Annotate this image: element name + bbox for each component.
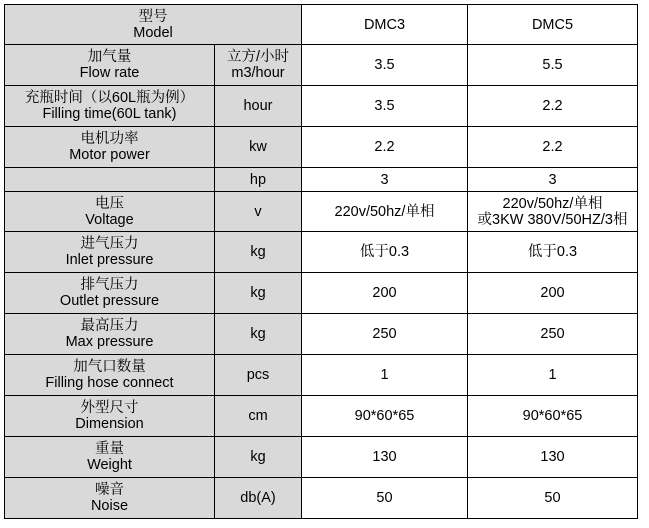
dmc5-value-cell [468,127,638,168]
parameter-label-cn: 电机功率 [80,131,139,147]
model-header-cell [5,5,302,45]
parameter-label-cell [5,45,215,86]
parameter-label-cell [5,355,215,396]
parameter-label-en: Dimension [75,416,144,432]
parameter-label-en: Max pressure [65,334,154,350]
value-text: 5.5 [542,57,563,73]
parameter-label-en: Motor power [69,147,150,163]
unit-text: kg [250,449,266,465]
dmc3-value-cell [302,192,468,232]
parameter-label-cell [5,273,215,314]
unit-text: 立方/小时 [226,49,290,65]
value-text: 220v/50hz/单相 [334,203,435,220]
unit-text: v [254,203,262,220]
value-text: 2.2 [542,98,563,114]
dmc5-value-cell [468,45,638,86]
parameter-label-cn: 进气压力 [80,236,139,252]
parameter-label-en: Flow rate [79,65,140,81]
parameter-label-en: Inlet pressure [65,252,154,268]
value-text: 200 [540,285,565,301]
value-text: 250 [540,326,565,342]
dmc5-value-cell [468,168,638,192]
parameter-label-cn: 外型尺寸 [80,400,139,416]
dmc5-value-cell [468,273,638,314]
table-row [5,127,638,168]
value-text: 50 [376,490,393,506]
dmc3-value-cell [302,127,468,168]
parameter-label-cn: 加气口数量 [73,359,146,375]
unit-cell [215,437,302,478]
parameter-label-en: Weight [87,457,132,473]
dmc3-value-cell [302,355,468,396]
dmc3-value-cell [302,478,468,519]
unit-text: kg [250,285,266,301]
parameter-label-cell [5,168,215,192]
model-dmc5-header: DMC5 [468,5,638,45]
dmc3-value-cell [302,396,468,437]
model-label-en: Model [133,24,173,41]
table-row [5,314,638,355]
dmc5-value-cell [468,396,638,437]
value-text: 1 [380,367,389,383]
dmc3-value-cell [302,232,468,273]
value-text: 130 [540,449,565,465]
dmc3-value-cell [302,86,468,127]
unit-cell [215,45,302,86]
table-row [5,478,638,519]
table-row [5,86,638,127]
parameter-label-cell [5,192,215,232]
value-text: 130 [372,449,397,465]
dmc5-value-cell [468,232,638,273]
unit-cell [215,314,302,355]
unit-text: kw [249,139,267,155]
value-text: 220v/50hz/单相 [502,195,603,212]
unit-cell [215,127,302,168]
unit-text: m3/hour [231,65,285,81]
table-row [5,168,638,192]
value-text: 90*60*65 [522,408,583,424]
parameter-label-cell [5,396,215,437]
parameter-label-en: Filling hose connect [45,375,174,391]
parameter-label-cn: 电压 [95,195,124,212]
parameter-label-cell [5,86,215,127]
model-label-cn: 型号 [138,8,168,25]
dmc5-value-cell [468,86,638,127]
value-text: 3 [548,171,557,188]
table-row [5,273,638,314]
dmc3-value-cell [302,437,468,478]
parameter-label-cn: 最高压力 [80,318,139,334]
parameter-label-cn: 加气量 [87,49,132,65]
dmc3-value-cell [302,45,468,86]
value-text: 200 [372,285,397,301]
parameter-label-en: Outlet pressure [59,293,160,309]
parameter-label-cell [5,127,215,168]
parameter-label-en: Voltage [85,211,134,228]
spec-table [4,4,638,519]
parameter-label-en: Noise [90,498,129,514]
dmc3-value-cell [302,314,468,355]
dmc5-value-cell [468,192,638,232]
unit-cell [215,396,302,437]
unit-cell [215,273,302,314]
table-row [5,192,638,232]
dmc3-value-cell [302,168,468,192]
table-row [5,355,638,396]
parameter-label-cell [5,437,215,478]
value-text: 2.2 [374,139,395,155]
dmc5-value-cell [468,355,638,396]
value-text: 50 [544,490,561,506]
unit-cell [215,232,302,273]
value-text: 或3KW 380V/50HZ/3相 [477,211,628,228]
value-text: 3.5 [374,98,395,114]
unit-cell [215,168,302,192]
parameter-label-cell [5,232,215,273]
dmc5-value-cell [468,437,638,478]
unit-cell [215,192,302,232]
dmc5-value-cell [468,478,638,519]
value-text: 2.2 [542,139,563,155]
parameter-label-cell [5,314,215,355]
table-header-row [5,5,638,45]
model-dmc3-header: DMC3 [302,5,468,45]
value-text: 3.5 [374,57,395,73]
unit-cell [215,355,302,396]
dmc3-value-cell [302,273,468,314]
value-text: 1 [548,367,557,383]
value-text: 低于0.3 [527,244,578,260]
value-text: 3 [380,171,389,188]
value-text: 250 [372,326,397,342]
dmc5-value-cell [468,314,638,355]
unit-text: pcs [246,367,270,383]
unit-cell [215,86,302,127]
parameter-label-cn: 噪音 [95,482,124,498]
parameter-label-cn: 重量 [95,441,124,457]
parameter-label-cn: 排气压力 [80,277,139,293]
table-row [5,396,638,437]
value-text: 90*60*65 [354,408,415,424]
table-row [5,232,638,273]
parameter-label-cell [5,478,215,519]
value-text: 低于0.3 [359,244,410,260]
parameter-label-en: Filling time(60L tank) [42,106,177,122]
unit-text: kg [250,244,266,260]
unit-text: hp [249,171,267,188]
unit-text: kg [250,326,266,342]
table-row [5,437,638,478]
unit-text: hour [243,98,273,114]
unit-text: db(A) [240,490,276,506]
table-row [5,45,638,86]
unit-text: cm [248,408,268,424]
unit-cell [215,478,302,519]
parameter-label-cn: 充瓶时间（以60L瓶为例） [24,90,195,106]
